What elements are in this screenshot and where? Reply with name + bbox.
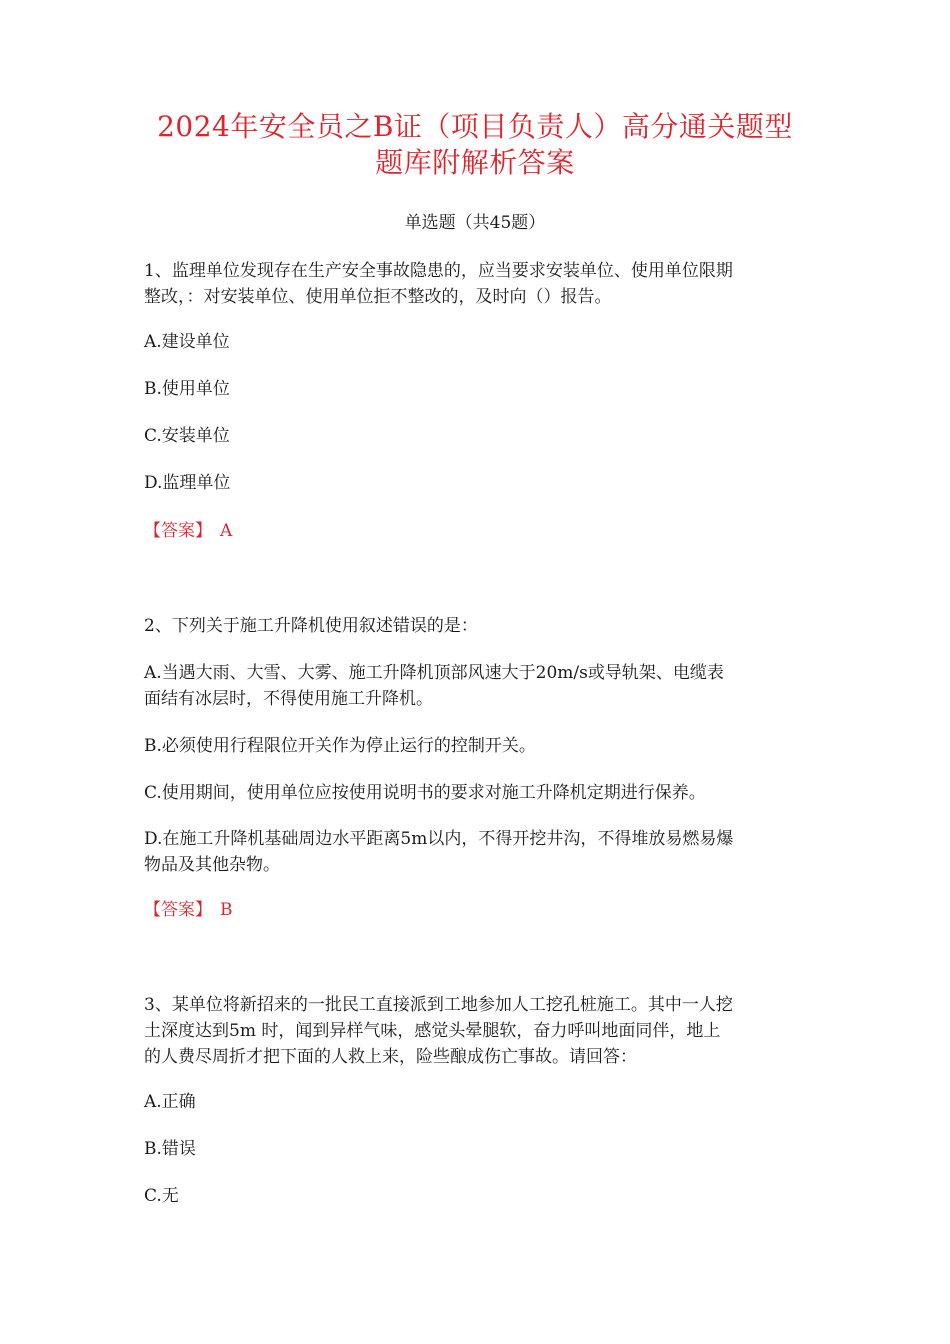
- question-1-option-b: B.使用单位: [144, 379, 230, 399]
- answer-label: 【答案】: [144, 521, 212, 541]
- question-3-stem-line-3: 的人费尽周折才把下面的人救上来，险些酿成伤亡事故。请回答：: [144, 1047, 637, 1067]
- question-2-stem-line-1: 2、下列关于施工升降机使用叙述错误的是：: [144, 616, 478, 636]
- answer-label: 【答案】: [144, 900, 212, 920]
- question-2-option-d-line-2: 物品及其他杂物。: [144, 855, 280, 875]
- question-2-option-d-line-1: D.在施工升降机基础周边水平距离5m以内，不得开挖井沟，不得堆放易燃易爆: [144, 829, 734, 849]
- question-2-answer: [144, 897, 824, 923]
- question-2-option-a-line-2: 面结有冰层时，不得使用施工升降机。: [144, 689, 433, 709]
- answer-value: A: [220, 521, 233, 541]
- question-3-stem-line-1: 3、某单位将新招来的一批民工直接派到工地参加人工挖孔桩施工。其中一人挖: [144, 995, 733, 1015]
- answer-value: B: [220, 900, 233, 920]
- question-1-stem-line-1: 1、监理单位发现存在生产安全事故隐患的，应当要求安装单位、使用单位限期: [144, 261, 733, 281]
- question-2-option-a-line-1: A.当遇大雨、大雪、大雾、施工升降机顶部风速大于20m/s或导轨架、电缆表: [144, 663, 724, 683]
- question-3-option-c: C.无: [144, 1186, 179, 1206]
- question-2-option-b: B.必须使用行程限位开关作为停止运行的控制开关。: [144, 736, 536, 756]
- question-1-answer: [144, 518, 824, 544]
- question-3-option-a: A.正确: [144, 1092, 196, 1112]
- question-2-option-c: C.使用期间，使用单位应按使用说明书的要求对施工升降机定期进行保养。: [144, 783, 706, 803]
- question-1-option-c: C.安装单位: [144, 426, 230, 446]
- document-title-line-1: 2024年安全员之B证（项目负责人）高分通关题型: [157, 110, 793, 143]
- section-header: 单选题（共45题）: [404, 213, 546, 233]
- question-3-option-b: B.错误: [144, 1139, 196, 1159]
- question-1-option-d: D.监理单位: [144, 473, 231, 493]
- document-title-line-2: 题库附解析答案: [375, 146, 575, 179]
- question-3-stem-line-2: 土深度达到5m 时，闻到异样气味，感觉头晕腿软，奋力呼叫地面同伴，地上: [144, 1021, 721, 1041]
- question-1-stem-line-2: 整改，：对安装单位、使用单位拒不整改的，及时向（）报告。: [144, 287, 612, 307]
- question-1-option-a: A.建设单位: [144, 332, 230, 352]
